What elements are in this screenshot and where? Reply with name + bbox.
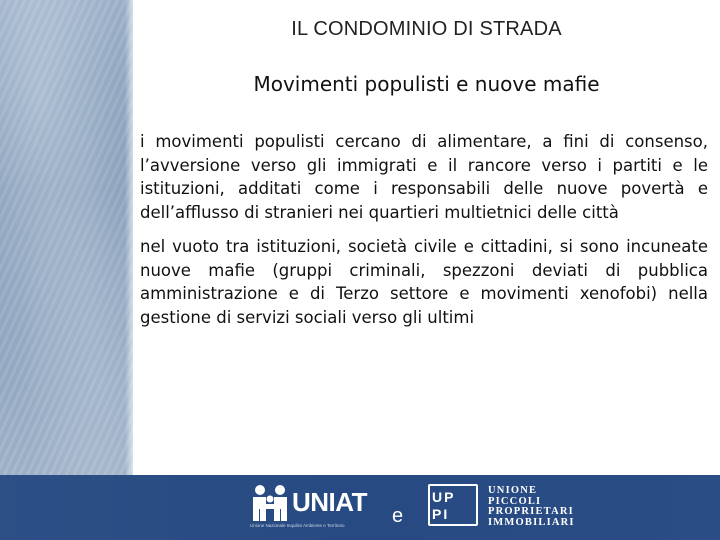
uppi-monogram-icon [428,484,480,528]
conjunction-text: e [392,505,404,527]
slide-subtitle: Movimenti populisti e nuove mafie [253,72,600,96]
uppi-name [488,486,598,528]
uniat-logo [250,483,380,529]
body-text [140,130,708,340]
side-texture-band [0,0,133,475]
uniat-wordmark: UNIAT [292,487,368,517]
uniat-tagline: Unione Nazionale Inquilini Ambiente e Territorio [250,523,345,528]
uppi-name-line: IMMOBILIARI [488,516,575,528]
family-figures-icon [250,483,294,523]
paragraph-1: i movimenti populisti cercano di alimentare, a fini di consenso, l’avversione verso gli immigrati e il rancore verso i partiti e le istituzioni, additati come i responsabili delle nuove povertà e dell’afflusso di stranieri nei quartieri multietnici delle città [140,132,708,222]
uppi-line-2: PI [432,506,450,522]
paragraph-2: nel vuoto tra istituzioni, società civile e cittadini, si sono incuneate nuove mafie (gruppi criminali, spezzoni deviati di pubblica amministrazione e di Terzo settore e movimenti xenofobi) nella gestione di servizi sociali verso gli ultimi [140,237,708,327]
uppi-name-line: PICCOLI [488,495,542,507]
uppi-name-line: PROPRIETARI [488,506,574,517]
page-title: IL CONDOMINIO DI STRADA [291,18,562,40]
uppi-line-1: UP [432,489,456,505]
uppi-name-line: UNIONE [488,485,538,496]
